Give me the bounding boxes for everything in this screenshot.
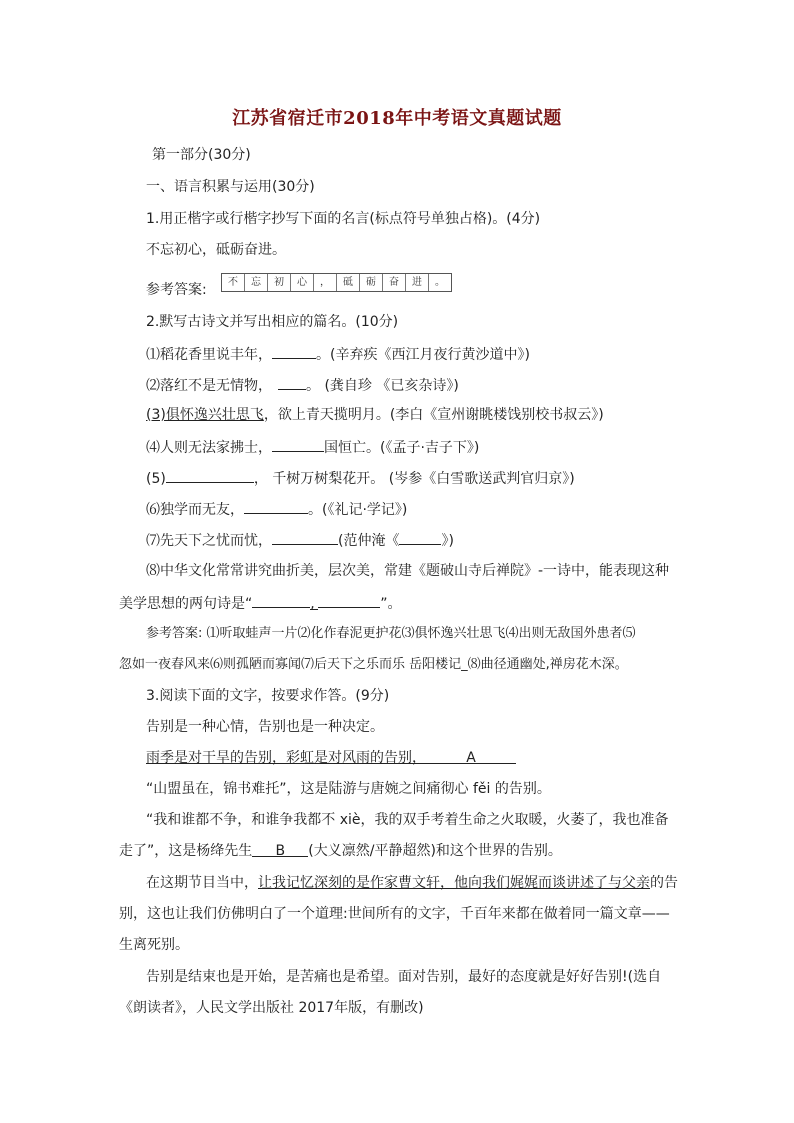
- item-source: 国恒亡。(《孟子·吉子下》): [324, 440, 480, 456]
- item-text: 美学思想的两句诗是“: [119, 596, 253, 612]
- question-2-item-1: [146, 344, 530, 364]
- answer-blank: [272, 530, 338, 545]
- item-text: ⑷人则无法家拂士，: [146, 440, 272, 456]
- answer-blank: [252, 593, 310, 608]
- passage-text-underlined: 雨季是对干旱的告别，彩虹是对风雨的告别，: [146, 750, 426, 766]
- question-1-quote: 不忘初心，砥砺奋进。: [146, 242, 286, 258]
- grid-cell: 忘: [245, 274, 268, 291]
- blank-label: A: [466, 750, 476, 766]
- page-title: 江苏省宿迁市2018年中考语文真题试题: [232, 108, 562, 129]
- grid-cell: 。: [435, 277, 445, 288]
- answer-blank-b: [252, 842, 308, 857]
- grid-cell: ，: [314, 274, 337, 291]
- passage-line: [146, 749, 516, 767]
- passage-line: 生离死别。: [119, 937, 189, 953]
- answer-blank: [166, 468, 254, 483]
- item-source: (范仲淹《: [338, 533, 400, 549]
- item-text: (5): [146, 471, 166, 487]
- answer-blank: [244, 499, 308, 514]
- passage-text: (大义凛然/平静超然)和这个世界的告别。: [308, 843, 562, 859]
- item-text: ⑴稻花香里说丰年，: [146, 347, 272, 363]
- passage-text-underlined: 让我记忆深刻的是作家曹文轩，他向我们娓娓而谈讲述了与父亲: [258, 875, 650, 891]
- passage-line: [119, 842, 562, 860]
- passage-text: 走了”，这是杨绛先生: [119, 843, 253, 859]
- item-source-end: 》): [441, 533, 454, 549]
- passage-line: [146, 874, 678, 892]
- question-2-item-6: [146, 499, 407, 519]
- item-text-underlined: (3)俱怀逸兴壮思飞: [146, 407, 264, 423]
- passage-text: 在这期节目当中，: [146, 875, 258, 891]
- item-source: ， 千树万树梨花开。 (岑参《白雪歌送武判官归京》): [253, 471, 575, 487]
- answer-blank: [399, 530, 441, 545]
- question-3-prompt: 3.阅读下面的文字，按要求作答。(9分): [146, 688, 390, 704]
- answer-blank-a: [426, 749, 516, 764]
- item-source: 。 (龚自珍 《已亥杂诗》): [306, 378, 459, 394]
- grid-cell: 奋: [383, 274, 406, 291]
- item-source: 。(《礼记·学记》): [308, 502, 408, 518]
- answer-blank: [272, 344, 316, 359]
- blank-label: B: [275, 843, 286, 859]
- passage-text: 的告: [650, 875, 678, 891]
- section-heading: 一、语言积累与运用(30分): [146, 179, 315, 195]
- grid-cell: 砺: [360, 274, 383, 291]
- answer-blank: [272, 437, 324, 452]
- question-2-item-8-cont: [119, 593, 402, 613]
- item-text: ⑵落红不是无情物，: [146, 378, 272, 394]
- question-2-item-7: [146, 530, 454, 550]
- question-2-item-4: [146, 437, 479, 457]
- question-2-item-8: ⑻中华文化常常讲究曲折美，层次美，常建《题破山寺后禅院》-一诗中，能表现这种: [146, 563, 670, 579]
- item-source: 。(辛弃疾《西江月夜行黄沙道中》): [316, 347, 530, 363]
- passage-line: 别，这也让我们仿佛明白了一个道理:世间所有的文字，千百年来都在做着同一篇文章——: [119, 906, 670, 922]
- question-1-prompt: 1.用正楷字或行楷字抄写下面的名言(标点符号单独占格)。(4分): [146, 211, 541, 227]
- grid-cell: 心: [291, 274, 314, 291]
- passage-line: “我和谁都不争，和谁争我都不 xiè，我的双手考着生命之火取暖，火萎了，我也准备: [146, 812, 669, 828]
- answer-grid: [221, 273, 452, 292]
- passage-source: 《朗读者》，人民文学出版社 2017年版，有删改): [119, 1000, 424, 1016]
- grid-cell: 砥: [337, 274, 360, 291]
- question-2-answer-cont: 忽如一夜春风来⑹则孤陋而寡闻⑺后天下之乐而乐 岳阳楼记_⑻曲径通幽处,禅房花木深。: [119, 657, 628, 672]
- item-source: ，欲上青天揽明月。(李白《宣州谢眺楼饯别校书叔云》): [263, 407, 604, 423]
- passage-line: 告别是一种心情，告别也是一种决定。: [146, 719, 384, 735]
- question-2-item-5: [146, 468, 575, 488]
- passage-line: 告别是结束也是开始，是苦痛也是希望。面对告别，最好的态度就是好好告别!(选自: [146, 969, 662, 985]
- question-2-item-3: [146, 406, 604, 424]
- item-text: ⑹独学而无友，: [146, 502, 244, 518]
- grid-cell: 进: [406, 274, 429, 291]
- grid-cell: 不: [222, 274, 245, 291]
- answer-blank: [278, 375, 306, 390]
- item-text: ⑺先天下之忧而忧，: [146, 533, 272, 549]
- answer-label: 参考答案:: [146, 282, 207, 298]
- answer-blank: ,: [310, 595, 318, 610]
- question-2-prompt: 2.默写古诗文并写出相应的篇名。(10分): [146, 314, 399, 330]
- passage-line: “山盟虽在，锦书难托”，这是陆游与唐婉之间痛彻心 fěi 的告别。: [146, 781, 551, 797]
- answer-blank: [318, 593, 380, 608]
- question-2-answer: 参考答案: ⑴听取蛙声一片⑵化作春泥更护花⑶俱怀逸兴壮思飞⑷出则无敌国外患者⑸: [146, 626, 636, 641]
- item-text-end: ”。: [380, 596, 402, 612]
- question-2-item-2: [146, 375, 459, 395]
- part-heading: 第一部分(30分): [152, 147, 251, 163]
- grid-cell: 初: [268, 274, 291, 291]
